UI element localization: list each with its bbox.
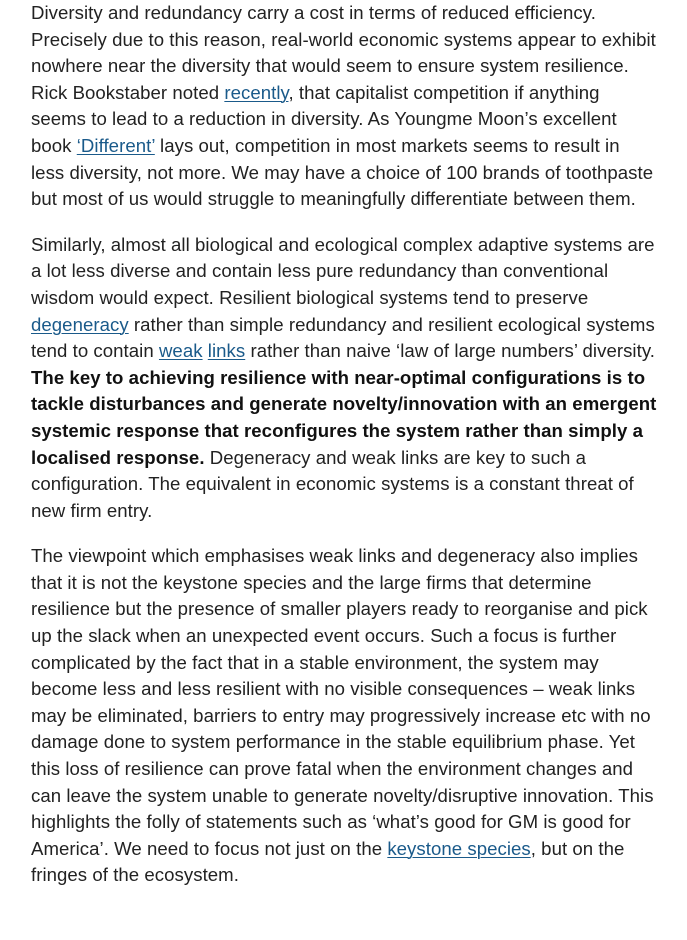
link-keystone-species[interactable]: keystone species (387, 837, 531, 859)
text-segment: rather than simple redundancy and resilient ecological systems tend to contain (31, 313, 655, 362)
link-links[interactable]: links (207, 340, 246, 362)
paragraph-biological-systems (31, 232, 657, 525)
link-degeneracy[interactable]: degeneracy (31, 313, 129, 335)
text-segment: rather than naive ‘law of large numbers’ diversity. (245, 340, 656, 362)
link-different-book[interactable]: ‘Different’ (76, 134, 155, 156)
text-segment: lays out, competition in most markets seems to result in less diversity, not more. We may have a choice of 100 brands of toothpaste but most of us would struggle to meaningfully differentiate between them. (31, 134, 654, 210)
link-recently[interactable]: recently (224, 81, 289, 103)
link-weak[interactable]: weak (158, 340, 203, 362)
text-segment: Diversity and redundancy carry a cost in terms of reduced efficiency. Precisely due to this reason, real-world economic systems appear to exhibit nowhere near the diversity that would seem to ensure system resilience. Rick Bookstaber noted (31, 2, 656, 103)
paragraph-diversity-cost (31, 0, 657, 213)
paragraph-weak-links-viewpoint (31, 543, 657, 889)
text-segment: , but on the fringes of the ecosystem. (31, 837, 625, 886)
bold-key-statement: The key to achieving resilience with near-optimal configurations is to tackle disturbances and generate novelty/innovation with an emergent systemic response that reconfigures the system rather than simply a localised response. (31, 366, 657, 468)
text-segment: Similarly, almost all biological and ecological complex adaptive systems are a lot less diverse and contain less pure redundancy than conventional wisdom would expect. Resilient biological systems tend to preserve (31, 233, 655, 308)
text-segment: , that capitalist competition if anything seems to lead to a reduction in diversity. As Youngme Moon’s excellent book (31, 81, 617, 156)
text-segment: The viewpoint which emphasises weak links and degeneracy also implies that it is not the keystone species and the large firms that determine resilience but the presence of smaller players ready to reorganise and pick up the slack when an unexpected event occurs. Such a focus is further complicated by the fact that in a stable environment, the system may become less and less resilient with no visible consequences – weak links may be eliminated, barriers to entry may progressively increase etc with no damage done to system performance in the stable equilibrium phase. Yet this loss of resilience can prove fatal when the environment changes and can leave the system unable to generate novelty/disruptive innovation. This highlights the folly of statements such as ‘what’s good for GM is good for America’. We need to focus not just on the (31, 545, 654, 859)
text-segment: Degeneracy and weak links are key to such a configuration. The equivalent in economic systems is a constant threat of new firm entry. (31, 446, 634, 521)
